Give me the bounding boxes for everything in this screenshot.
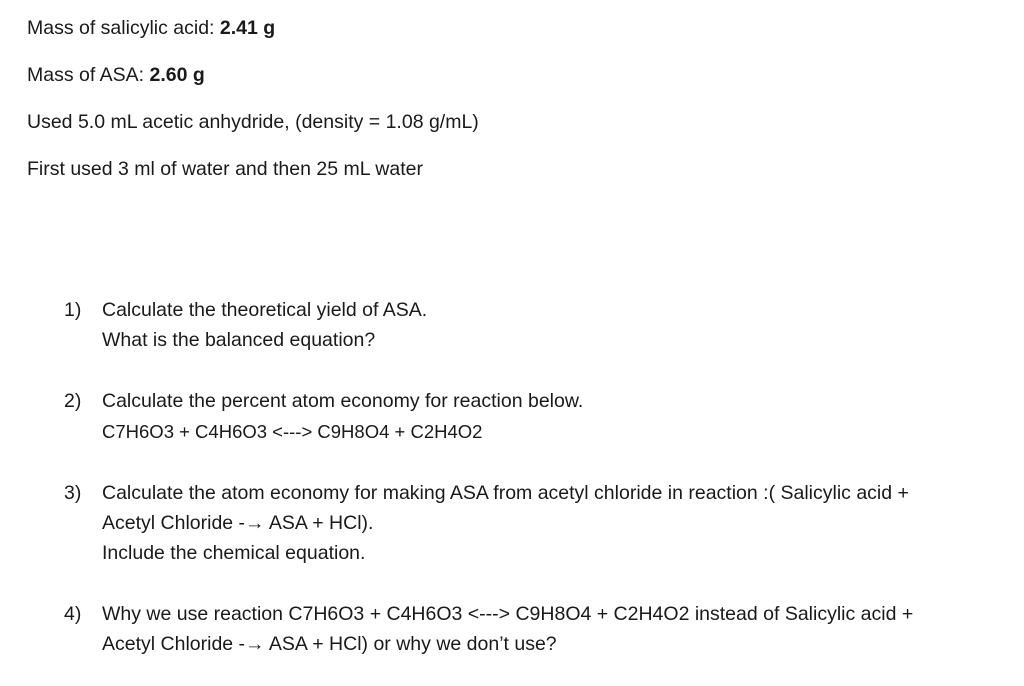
asa-mass-line xyxy=(27,63,205,87)
question-text-line: What is the balanced equation? xyxy=(102,329,376,351)
question-number: 2) xyxy=(64,390,82,412)
asa-mass-label: Mass of ASA: xyxy=(27,64,150,86)
question-text-line: Include the chemical equation. xyxy=(102,542,366,564)
salicylic-mass-label: Mass of salicylic acid: xyxy=(27,17,220,39)
question-number: 1) xyxy=(64,299,82,321)
question-text-line: Acetyl Chloride -→ ASA + HCl) or why we don’t use? xyxy=(102,633,557,655)
salicylic-mass-line xyxy=(27,16,275,40)
acetic-anhydride-line: Used 5.0 mL acetic anhydride, (density = 1.08 g/mL) xyxy=(27,111,479,133)
question-text-line: Calculate the atom economy for making ASA from acetyl chloride in reaction :( Salicylic acid + xyxy=(102,482,909,504)
water-line: First used 3 ml of water and then 25 mL water xyxy=(27,158,423,180)
question-text-line: Why we use reaction C7H6O3 + C4H6O3 <---> C9H8O4 + C2H4O2 instead of Salicylic acid + xyxy=(102,603,914,625)
question-text-line: Calculate the percent atom economy for reaction below. xyxy=(102,390,584,412)
question-text-line: Acetyl Chloride -→ ASA + HCl). xyxy=(102,512,374,534)
salicylic-mass-value: 2.41 g xyxy=(219,17,276,39)
asa-mass-value: 2.60 g xyxy=(149,64,205,86)
question-text-line: Calculate the theoretical yield of ASA. xyxy=(102,299,428,321)
question-number: 4) xyxy=(64,603,82,625)
question-number: 3) xyxy=(64,482,82,504)
reaction-equation: C7H6O3 + C4H6O3 <---> C9H8O4 + C2H4O2 xyxy=(102,421,483,442)
